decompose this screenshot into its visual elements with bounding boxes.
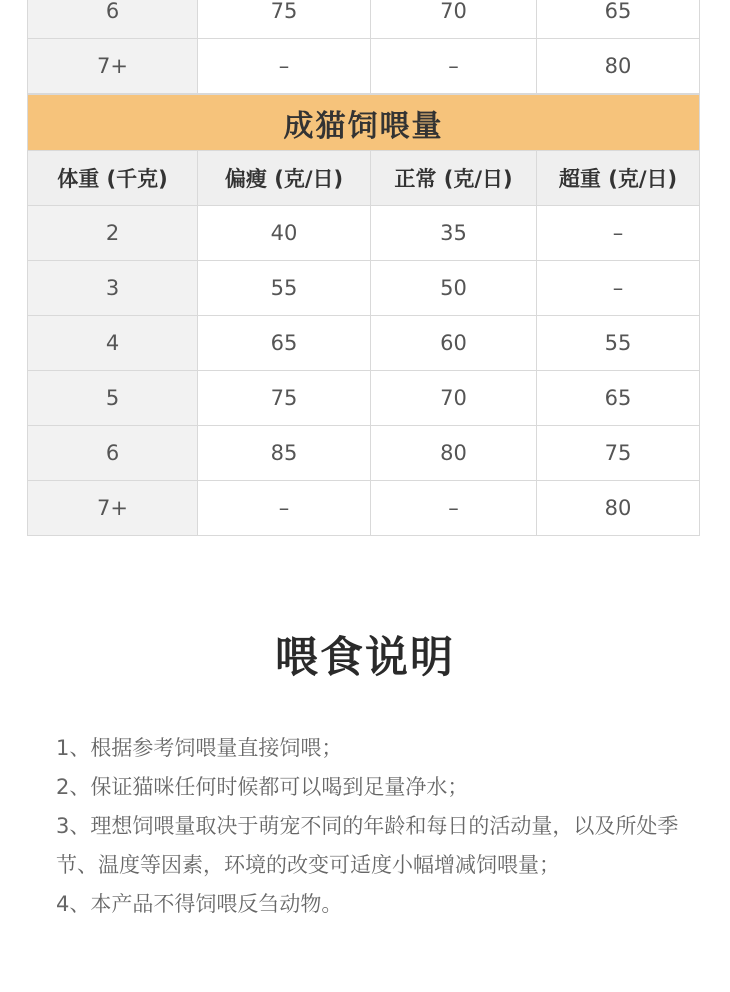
weight-cell: 6 (28, 426, 198, 481)
header-overweight: 超重 (克/日) (537, 151, 700, 206)
table-row (28, 426, 700, 481)
instruction-item: 2、保证猫咪任何时候都可以喝到足量净水； (56, 775, 469, 799)
thin-cell: 75 (198, 371, 371, 426)
normal-cell: 50 (371, 261, 537, 316)
adult-cat-feeding-table (27, 94, 700, 536)
thin-cell: 55 (198, 261, 371, 316)
thin-cell: 65 (198, 316, 371, 371)
instruction-item: 1、根据参考饲喂量直接饲喂； (56, 736, 343, 760)
table-header-row (28, 151, 700, 206)
weight-cell: 6 (28, 0, 198, 39)
feeding-instructions-list (56, 729, 696, 924)
kitten-feeding-table-continued (27, 0, 700, 94)
table-title: 成猫饲喂量 (28, 95, 700, 151)
weight-cell: 7+ (28, 39, 198, 94)
overweight-cell: 55 (537, 316, 700, 371)
header-thin: 偏瘦 (克/日) (198, 151, 371, 206)
normal-cell: 60 (371, 316, 537, 371)
thin-cell: – (198, 481, 371, 536)
overweight-cell: 80 (537, 481, 700, 536)
table-row (28, 481, 700, 536)
normal-cell: – (371, 39, 537, 94)
weight-cell: 4 (28, 316, 198, 371)
table-title-row (28, 95, 700, 151)
overweight-cell: 75 (537, 426, 700, 481)
instruction-item: 4、本产品不得饲喂反刍动物。 (56, 892, 343, 916)
normal-cell: 80 (371, 426, 537, 481)
table-row (28, 316, 700, 371)
normal-cell: – (371, 481, 537, 536)
feeding-instructions-title: 喂食说明 (275, 633, 455, 683)
overweight-cell: – (537, 206, 700, 261)
weight-cell: 7+ (28, 481, 198, 536)
thin-cell: – (198, 39, 371, 94)
overweight-cell: 65 (537, 371, 700, 426)
instruction-item: 3、理想饲喂量取决于萌宠不同的年龄和每日的活动量，以及所处季节、温度等因素，环境的改变可适度小幅增减饲喂量； (56, 814, 679, 877)
weight-cell: 2 (28, 206, 198, 261)
table-row (28, 206, 700, 261)
weight-cell: 3 (28, 261, 198, 316)
table-row (28, 39, 700, 94)
table-row (28, 0, 700, 39)
overweight-cell: 80 (537, 39, 700, 94)
normal-cell: 35 (371, 206, 537, 261)
thin-cell: 75 (198, 0, 371, 39)
normal-cell: 70 (371, 0, 537, 39)
table-row (28, 371, 700, 426)
table-row (28, 261, 700, 316)
normal-cell: 70 (371, 371, 537, 426)
thin-cell: 85 (198, 426, 371, 481)
overweight-cell: 65 (537, 0, 700, 39)
thin-cell: 40 (198, 206, 371, 261)
header-normal: 正常 (克/日) (371, 151, 537, 206)
header-weight: 体重 (千克) (28, 151, 198, 206)
weight-cell: 5 (28, 371, 198, 426)
overweight-cell: – (537, 261, 700, 316)
